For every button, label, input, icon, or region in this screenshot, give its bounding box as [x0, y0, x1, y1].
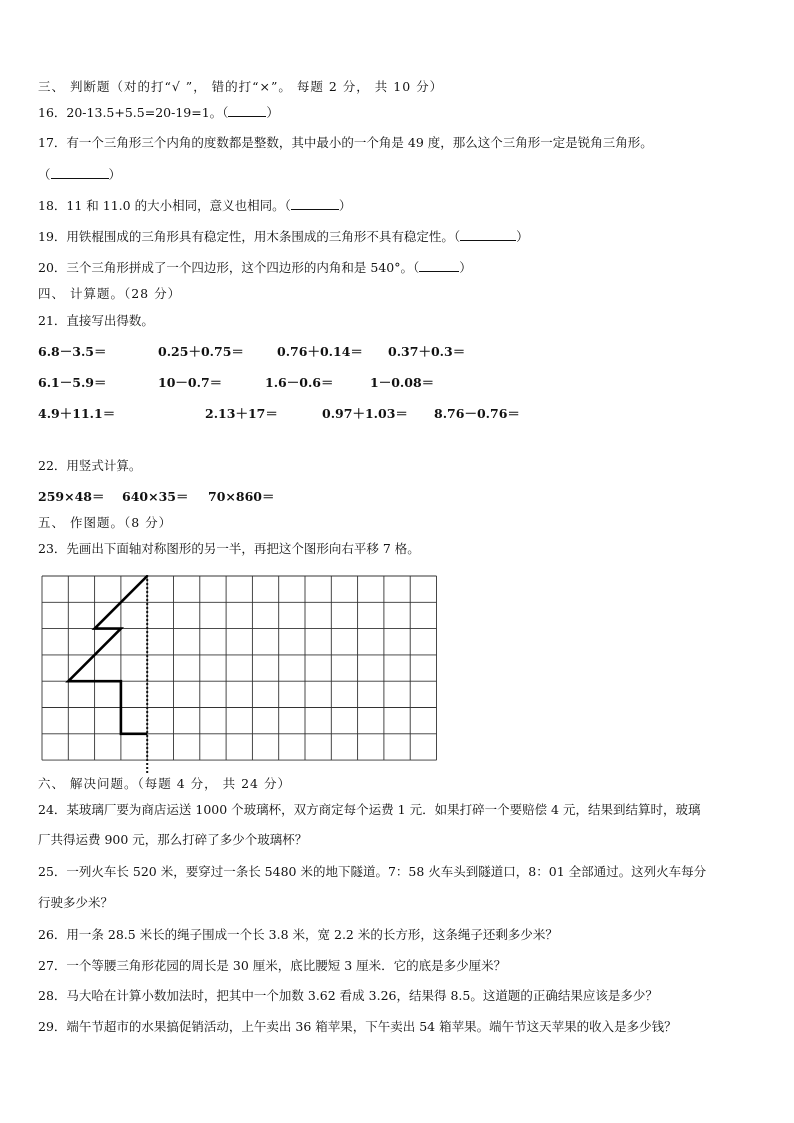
question-24-line2: 厂共得运费 900 元，那么打碎了多少个玻璃杯？	[38, 832, 308, 847]
calc-item: 0.37＋0.3＝	[388, 344, 466, 359]
question-28: 28．马大哈在计算小数加法时，把其中一个加数 3.62 看成 3.26，结果得 8.5。这道题的正确结果应该是多少？	[38, 988, 658, 1003]
calc-item: 6.8－3.5＝	[38, 344, 107, 359]
calc-item: 0.97＋1.03＝	[322, 406, 408, 421]
question-20-close: ）	[459, 260, 472, 275]
calc-item: 8.76－0.76＝	[434, 406, 520, 421]
vertical-calc-item: 70×860＝	[208, 489, 275, 504]
question-18-text: 18．11 和 11.0 的大小相同，意义也相同。（	[38, 198, 291, 213]
answer-blank-18[interactable]	[291, 198, 339, 210]
question-21-title: 21．直接写出得数。	[38, 313, 154, 328]
question-16-close: ）	[266, 105, 279, 120]
answer-blank-20[interactable]	[419, 260, 459, 272]
section-6-title: 六、 解决问题。（每题 4 分， 共 24 分）	[38, 776, 291, 791]
calc-item: 1－0.08＝	[370, 375, 435, 390]
question-16-text: 16．20-13.5+5.5=20-19=1。（	[38, 105, 229, 120]
question-25-line2: 行驶多少米？	[38, 895, 114, 910]
question-17-answer	[38, 167, 121, 183]
calc-item: 2.13＋17＝	[205, 406, 278, 421]
answer-blank-19[interactable]	[460, 229, 516, 241]
question-19-close: ）	[516, 229, 529, 244]
question-17-text: 17．有一个三角形三个内角的度数都是整数，其中最小的一个角是 49 度，那么这个三角形一定是锐角三角形。	[38, 135, 653, 150]
answer-blank-17[interactable]	[51, 167, 109, 179]
drawing-grid[interactable]	[41, 575, 441, 775]
calc-item: 10－0.7＝	[158, 375, 223, 390]
calc-item: 6.1－5.9＝	[38, 375, 107, 390]
question-19-text: 19．用铁棍围成的三角形具有稳定性，用木条围成的三角形不具有稳定性。（	[38, 229, 461, 244]
question-17-open: （	[38, 167, 51, 182]
calc-item: 0.76＋0.14＝	[277, 344, 363, 359]
section-4-title: 四、 计算题。（28 分）	[38, 286, 182, 301]
vertical-calc-item: 640×35＝	[122, 489, 189, 504]
question-18	[38, 198, 351, 214]
question-20	[38, 260, 472, 276]
question-22-title: 22．用竖式计算。	[38, 458, 142, 473]
section-3-title: 三、 判断题（对的打“√ ”， 错的打“×”。 每题 2 分， 共 10 分）	[38, 79, 444, 94]
question-25-line1: 25．一列火车长 520 米，要穿过一条长 5480 米的地下隧道。7：58 火车头到隧道口，8：01 全部通过。这列火车每分	[38, 864, 707, 879]
question-29: 29．端午节超市的水果搞促销活动，上午卖出 36 箱苹果，下午卖出 54 箱苹果。端午节这天苹果的收入是多少钱？	[38, 1019, 677, 1034]
calc-item: 1.6－0.6＝	[265, 375, 334, 390]
calc-item: 4.9＋11.1＝	[38, 406, 116, 421]
question-23-title: 23．先画出下面轴对称图形的另一半，再把这个图形向右平移 7 格。	[38, 541, 420, 556]
question-26: 26．用一条 28.5 米长的绳子围成一个长 3.8 米，宽 2.2 米的长方形，这条绳子还剩多少米？	[38, 927, 558, 942]
question-18-close: ）	[338, 198, 352, 213]
question-17-close: ）	[108, 167, 122, 182]
answer-blank-16[interactable]	[228, 105, 266, 117]
question-20-text: 20．三个三角形拼成了一个四边形，这个四边形的内角和是 540°。（	[38, 260, 420, 275]
section-5-title: 五、 作图题。（8 分）	[38, 515, 173, 530]
question-16	[38, 105, 279, 121]
calc-item: 0.25＋0.75＝	[158, 344, 244, 359]
question-19	[38, 229, 529, 245]
vertical-calc-item: 259×48＝	[38, 489, 105, 504]
question-27: 27．一个等腰三角形花园的周长是 30 厘米，底比腰短 3 厘米．它的底是多少厘米？	[38, 958, 507, 973]
question-24-line1: 24．某玻璃厂要为商店运送 1000 个玻璃杯，双方商定每个运费 1 元．如果打碎一个要赔偿 4 元，结果到结算时，玻璃	[38, 802, 701, 817]
